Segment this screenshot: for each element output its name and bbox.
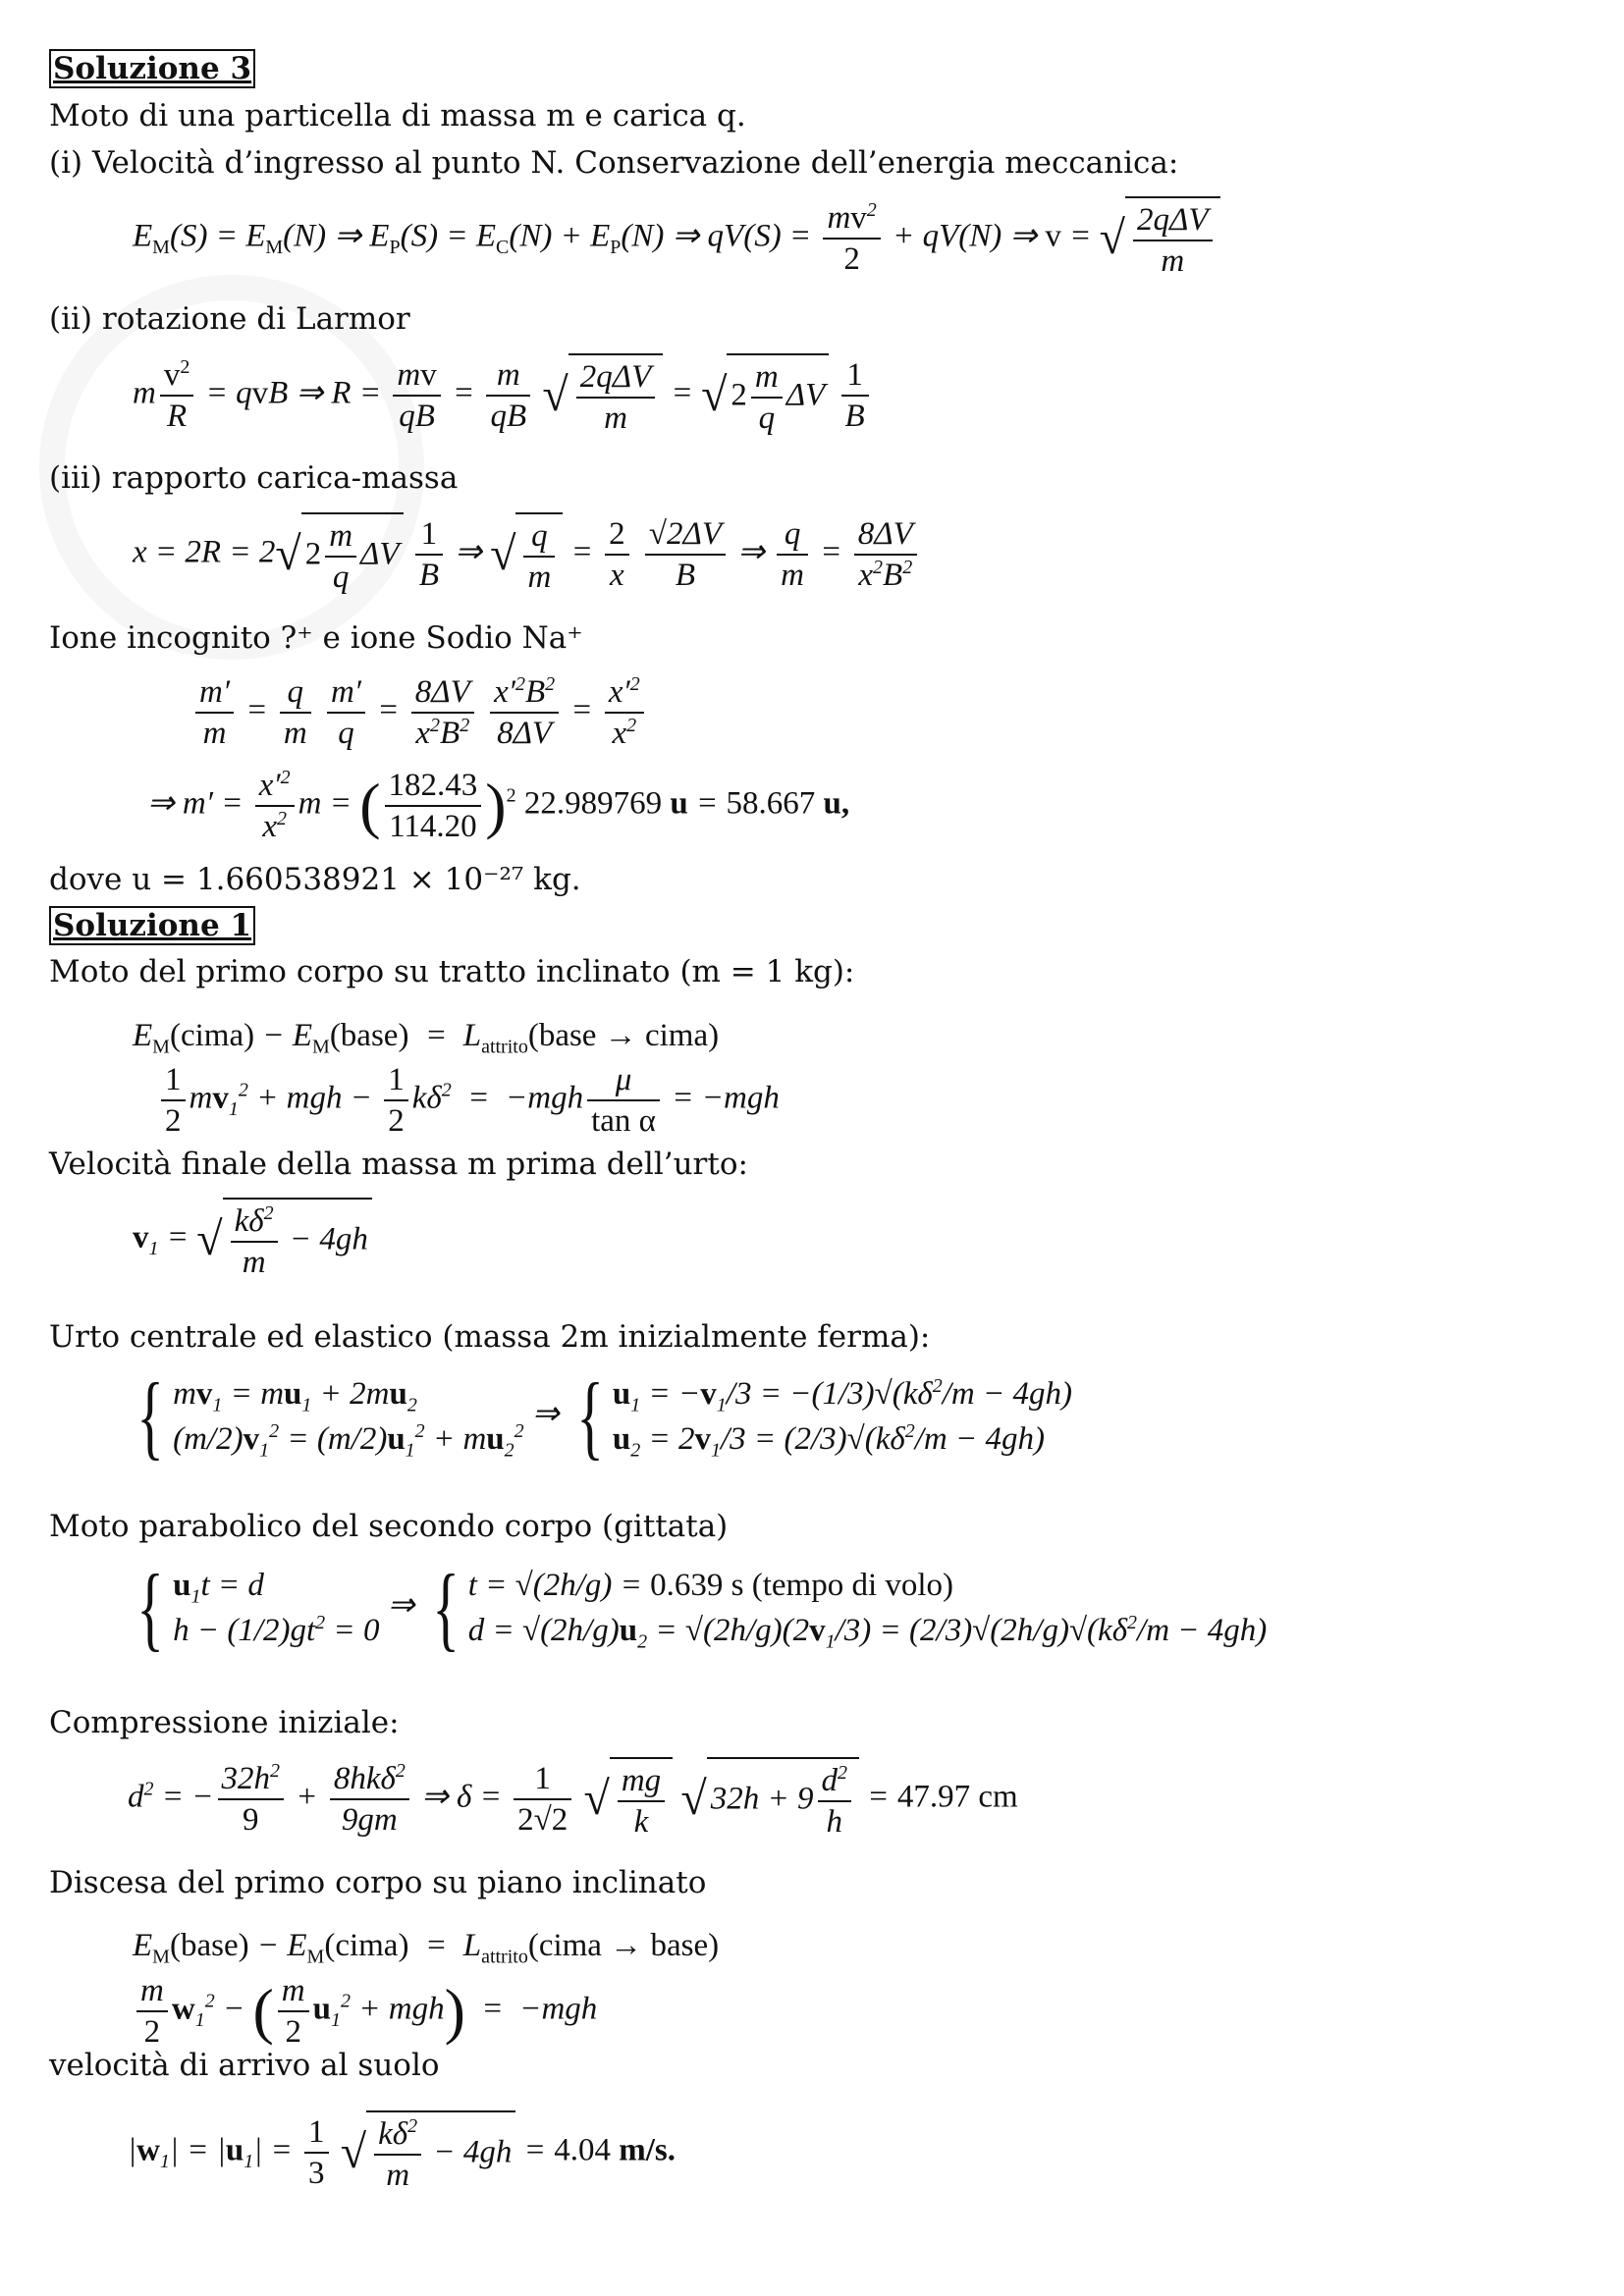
part-i-line: (i) Velocità d’ingresso al punto N. Conservazione dell’energia meccanica:: [49, 145, 1179, 181]
descent-energy-eq-2: $\frac{m}{2}$ $w_1^2$ − ( $\frac{m}{2}$ $u_1^2 + mgh) = -mgh$: [133, 1971, 597, 2052]
energy-equation: $E_M(S) = E_M(N)$ ⇒ $E_P(S) = E_C(N) + E_P(N)$ ⇒ qV(S) = $\frac{mv^2}{2}$ + qV(N) ⇒ v = √ $\frac{\text{2qΔV}}{m}$: [133, 196, 1220, 281]
heading-soluzione-3: Soluzione 3: [49, 49, 255, 88]
heading-soluzione-1: Soluzione 1: [49, 906, 255, 945]
delta-unit: cm: [978, 1779, 1018, 1815]
x-value: 114.20: [389, 809, 477, 844]
mass-ratio-equation: $\frac{m'}{m}$ = $\frac{q}{m}$ $\frac{m'}{q}$ = $\frac{8\Delta V}{x^2B^2}$ $\frac{x'^2B^2}{8\Delta V}$ = $\frac{x'^2}{x^2}$: [191, 672, 648, 753]
intro-line-1: Moto del primo corpo su tratto inclinato (m = 1 kg):: [49, 954, 855, 989]
part-ii-line: (ii) rotazione di Larmor: [49, 301, 410, 337]
w1-unit: m/s.: [619, 2132, 676, 2168]
sodium-mass-value: 22.989769: [523, 785, 663, 822]
velocity-text: Velocità finale della massa m prima dell’urto:: [49, 1147, 748, 1182]
mass-result-equation: ⇒ m′ = $\frac{x'^2}{x^2}$ m = ( $\frac{182.43}{114.20}$ )$^2$ 22.989769 u = 58.667 u,: [147, 767, 850, 844]
collision-system: { $mv_1 = mu_1 + 2mu_2$ $(m/2)v_1^2 = (m/2)u_1^2 + mu_2^2$ ⇒ { $u_1 = -v_1/3 = -(1/3)√(k\delta^2/m - 4gh)$ $u_2 = 2v_1/3 = (2/3)√(k\delta^2/m - 4gh)$: [136, 1363, 1072, 1468]
w1-value: 4.04: [554, 2132, 611, 2168]
parabolic-system: { $u_1t = d$ $h - (1/2)gt^2 = 0$ ⇒ { t = √(2h/g) = 0.639 s (tempo di volo) $d = √(2h/g)u_2 = √(2h/g)(2v_1/3) = (2/3)√(2h/g)√(k\delta^2/m - 4gh)$: [136, 1555, 1268, 1660]
collision-text: Urto centrale ed elastico (massa 2m inizialmente ferma):: [49, 1319, 931, 1355]
delta-value: 47.97: [896, 1779, 971, 1815]
v1-equation: $v_1$ = √ $\frac{k\delta^2}{m}$ − 4gh: [133, 1198, 372, 1282]
x-prime-value: 182.43: [385, 766, 482, 807]
incline-energy-eq-2: $\frac{1}{2}$ $mv_1^2$ + mgh − $\frac{1}{2}$ $k\delta^2 = -mgh$ $\frac{\mu}{\text{tan α}}$ = −mgh: [157, 1060, 780, 1141]
part-iii-line: (iii) rapporto carica-massa: [49, 460, 459, 496]
incline-energy-eq-1: $E_M(cima)$ − $E_M(base)$ = $L_{attrito}(base$ → cima): [133, 1018, 720, 1058]
arrival-velocity-equation: $|w_1| = |u_1|$ = $\frac{1}{3}$ √ $\frac{k\delta^2}{m}$ − 4gh = 4.04 m/s.: [128, 2110, 676, 2195]
compression-equation: $d^2$ = − $\frac{32h^2}{9}$ + $\frac{8hk\delta^2}{9gm}$ ⇒ δ = $\frac{1}{2√2}$ √ $\frac{mg}{k}$ √ 32h + 9 $\frac{d^2}{h}$ = 47.97 cm: [128, 1757, 1018, 1842]
compression-text: Compressione iniziale:: [49, 1705, 400, 1740]
ion-line: Ione incognito ?⁺ e ione Sodio Na⁺: [49, 620, 583, 656]
m-prime-value: 58.667: [726, 785, 816, 822]
flight-time-value: 0.639: [650, 1568, 724, 1603]
intro-line: Moto di una particella di massa m e carica q.: [49, 98, 746, 133]
arrival-text: velocità di arrivo al suolo: [49, 2048, 440, 2083]
flight-time-label: s (tempo di volo): [731, 1568, 954, 1603]
larmor-equation: m $\frac{v^2}{R}$ = qvB ⇒ R = $\frac{mv}{qB}$ = $\frac{m}{qB}$ √ $\frac{\text{2qΔV}}{m}$ = √ 2 $\frac{m}{q}$ ΔV $\frac{1}{B}$: [133, 353, 873, 438]
unit-definition-line: dove u = 1.660538921 × 10⁻²⁷ kg.: [49, 862, 581, 897]
descent-energy-eq-1: $E_M(base)$ − $E_M(cima)$ = $L_{attrito}(cima$ → base): [133, 1928, 720, 1968]
charge-mass-equation: x = 2R = 2√ 2 $\frac{m}{q}$ ΔV $\frac{1}{B}$ ⇒ √ $\frac{q}{m}$ = $\frac{2}{x}$ $\frac{√2\Delta V}{B}$ ⇒ $\frac{q}{m}$ = $\frac{8\Delta V}{x^2B^2}$: [133, 512, 921, 597]
descent-text: Discesa del primo corpo su piano inclinato: [49, 1865, 707, 1900]
parabolic-text: Moto parabolico del secondo corpo (gittata): [49, 1509, 729, 1544]
